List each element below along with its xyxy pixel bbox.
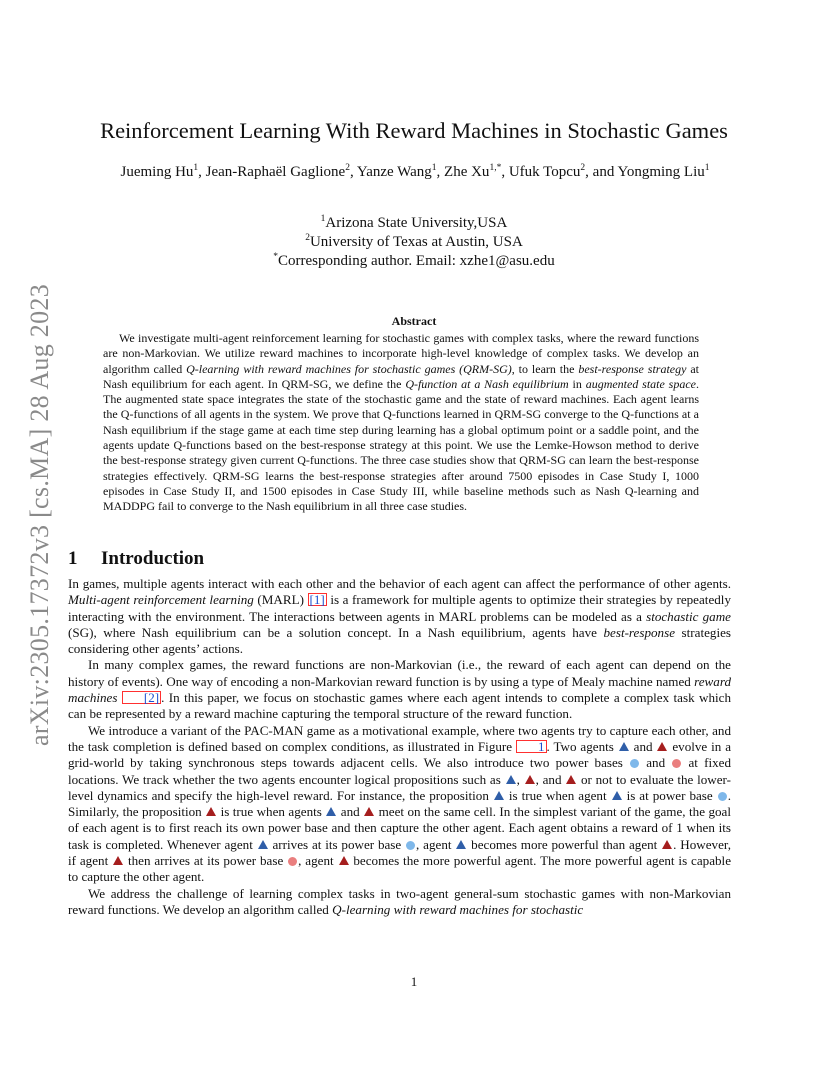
section-heading: 1 Introduction [68,548,205,569]
paper-title: Reinforcement Learning With Reward Machines in Stochastic Games [100,118,728,143]
meet-prop-icon [566,775,576,784]
affiliation-2: $^2$University of Texas at Austin, USA [305,233,523,250]
meet-prop-icon [206,807,216,816]
blue-agent-icon [456,840,466,849]
red-base-icon [672,759,681,768]
blue-agent-icon [258,840,268,849]
blue-base-icon [406,841,415,850]
page-number: 1 [410,974,418,989]
paragraph: We introduce a variant of the PAC-MAN game as a motivational example, where two agents try to capture each other, and the task completion is defined based on complex conditions, as illustrated in Figure 1 . Two agents and evolve in a grid-world by taking synchronous steps towards adjacent cells. We also introduce two power bases and at fixed locations. We track whether the two agents encounter logical propositions such as , , and or not to evaluate the lower-level dynamics and specify the high-level reward. For instance, the proposition is true when agent is at power base . Similarly, the proposition is true when agents and meet on the same cell. In the simplest variant of the game, the goal of each agent is to first reach its own power base and then capture the other agent. Each agent obtains a reward of 1 when its task is completed. Whenever agent arrives at its power base , agent becomes more powerful than agent . However, if agent then arrives at its power base , agent becomes the more powerful agent. The more powerful agent is capable to capture the other agent. [68,722,732,885]
blue-at-base-prop-icon [494,791,504,800]
blue-at-base-prop-icon [506,775,516,784]
author-list: Jueming Hu$^1$, Jean-Raphaël Gaglione$^2$, Yanze Wang$^1$, Zhe $Xu^{1,*}$, Ufuk Topcu$^2$, and Yongming Liu$^1$ [120,163,710,180]
red-agent-icon [657,742,667,751]
introduction-body [68,576,731,918]
blue-base-icon [718,792,727,801]
corresponding-author: *Corresponding author. Email: xzhe1@asu.edu [273,252,555,269]
arxiv-sidebar [10,270,70,760]
abstract-text: We investigate multi-agent reinforcement learning for stochastic games with complex tasks, where the reward functions are non-Markovian. We utilize reward machines to incorporate high-level knowledge of complex tasks. We develop an algorithm called Q-learning with reward machines for stochastic games (QRM-SG), to learn the best-response strategy at Nash equilibrium for each agent. In QRM-SG, we define the Q-function at a Nash equilibrium in augmented state space. The augmented state space integrates the state of the stochastic game and the state of reward machines. Each agent learns the Q-functions of all agents in the system. We prove that Q-functions learned in QRM-SG converge to the Q-functions at a Nash equilibrium if the stage game at each time step during learning has a global optimum point or a saddle point, and the agents update Q-functions based on the best-response strategy at this point. We use the Lemke-Howson method to derive the best-response strategy given current Q-functions. The three case studies show that QRM-SG can learn the best-response strategies effectively. QRM-SG learns the best-response strategies after around 7500 episodes in Case Study I, 1000 episodes in Case Study II, and 1500 episodes in Case Study III, while baseline methods such as Nash Q-learning and MADDPG fail to converge to the Nash equilibrium in all three case studies. [103,331,700,514]
abstract-heading: Abstract [391,314,437,328]
blue-agent-icon [326,807,336,816]
blue-base-icon [630,759,639,768]
affiliation-1: $^1$Arizona State University,USA [320,214,508,231]
red-agent-icon [113,856,123,865]
paragraph: We address the challenge of learning complex tasks in two-agent general-sum stochastic games with non-Markovian reward functions. We develop an algorithm called Q-learning with reward machines for stochastic [68,885,731,917]
red-agent-icon [364,807,374,816]
red-at-base-prop-icon [525,775,535,784]
paragraph: In many complex games, the reward functions are non-Markovian (i.e., the reward of each agent can depend on the history of events). One way of encoding a non-Markovian reward function is by using a type of Mealy machine named reward machines [2] . In this paper, we focus on stochastic games where each agent intends to complete a complex task which can be represented by a reward machine capturing the temporal structure of the reward function. [68,657,731,722]
figure-link[interactable]: 1 [516,740,547,753]
citation-link[interactable]: [1] [309,592,325,608]
red-agent-icon [662,840,672,849]
blue-agent-icon [619,742,629,751]
citation-link[interactable]: [2] [122,691,161,704]
red-agent-icon [339,856,349,865]
arxiv-id: arXiv:2305.17372v3 [cs.MA] 28 Aug 2023 [25,283,54,747]
paragraph: In games, multiple agents interact with each other and the behavior of each agent can affect the performance of other agents. Multi-agent reinforcement learning (MARL) [1] is a framework for multiple agents to optimize their strategies by repeatedly interacting with the environment. The interactions between agents in MARL problems can be modeled as a stochastic game (SG), where Nash equilibrium can be a solution concept. In a Nash equilibrium, agents have best-response strategies considering other agents’ actions. [68,576,731,657]
red-base-icon [288,857,297,866]
blue-agent-icon [612,791,622,800]
